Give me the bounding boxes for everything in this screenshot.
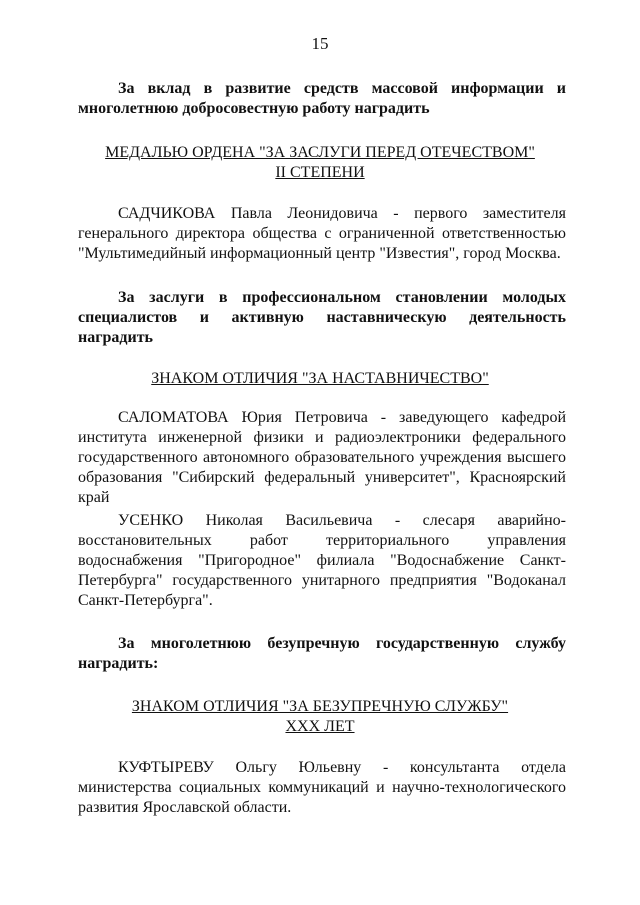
recipient-name: САЛОМАТОВА Юрия Петровича [118,409,368,426]
section-2-intro: За заслуги в профессиональном становлении молодых специалистов и активную наставническую деятельность наградить [78,289,566,346]
recipient-position: - первого заместителя генерального директора общества с ограниченной ответственностью "Мультимедийный информационный центр "Известия", город Москва. [78,205,566,262]
section-3-award-line2: XXX ЛЕТ [285,718,355,735]
section-1-award-line2: II СТЕПЕНИ [275,164,365,181]
section-2-recipient-2 [78,511,566,611]
recipient-position: - заведующего кафедрой института инженерной физики и радиоэлектроники федерального государственного автономного образовательного учреждения высшего образования "Сибирский федеральный университет", Красноярский край [78,409,567,506]
section-1-award-title [0,143,640,183]
recipient-name: УСЕНКО Николая Васильевича [118,512,373,529]
page-number: 15 [311,34,329,53]
section-3-award-line1: ЗНАКОМ ОТЛИЧИЯ "ЗА БЕЗУПРЕЧНУЮ СЛУЖБУ" [131,698,509,715]
section-2-award-line1: ЗНАКОМ ОТЛИЧИЯ "ЗА НАСТАВНИЧЕСТВО" [151,370,489,387]
section-1-award-line1: МЕДАЛЬЮ ОРДЕНА "ЗА ЗАСЛУГИ ПЕРЕД ОТЕЧЕСТВОМ" [105,144,535,161]
section-1-intro: За вклад в развитие средств массовой информации и многолетнюю добросовестную работу наградить [78,80,566,117]
section-2-award-title [0,369,640,389]
section-2-recipient-1 [78,408,566,508]
recipient-name: КУФТЫРЕВУ Ольгу Юльевну [118,759,362,776]
section-3-recipient-1 [78,758,566,818]
section-3-award-title [0,697,640,737]
section-3-intro: За многолетнюю безупречную государственную службу наградить: [78,635,566,672]
recipient-position: - консультанта отдела министерства социальных коммуникаций и научно-технологического развития Ярославской области. [78,759,566,816]
recipient-name: САДЧИКОВА Павла Леонидовича [118,205,378,222]
recipient-position: - слесаря аварийно-восстановительных работ территориального управления водоснабжения "Пригородное" филиала "Водоснабжение Санкт-Петербурга" государственного унитарного предприятия "Водоканал Санкт-Петербурга". [78,512,566,609]
section-1-recipient-1 [78,204,566,264]
